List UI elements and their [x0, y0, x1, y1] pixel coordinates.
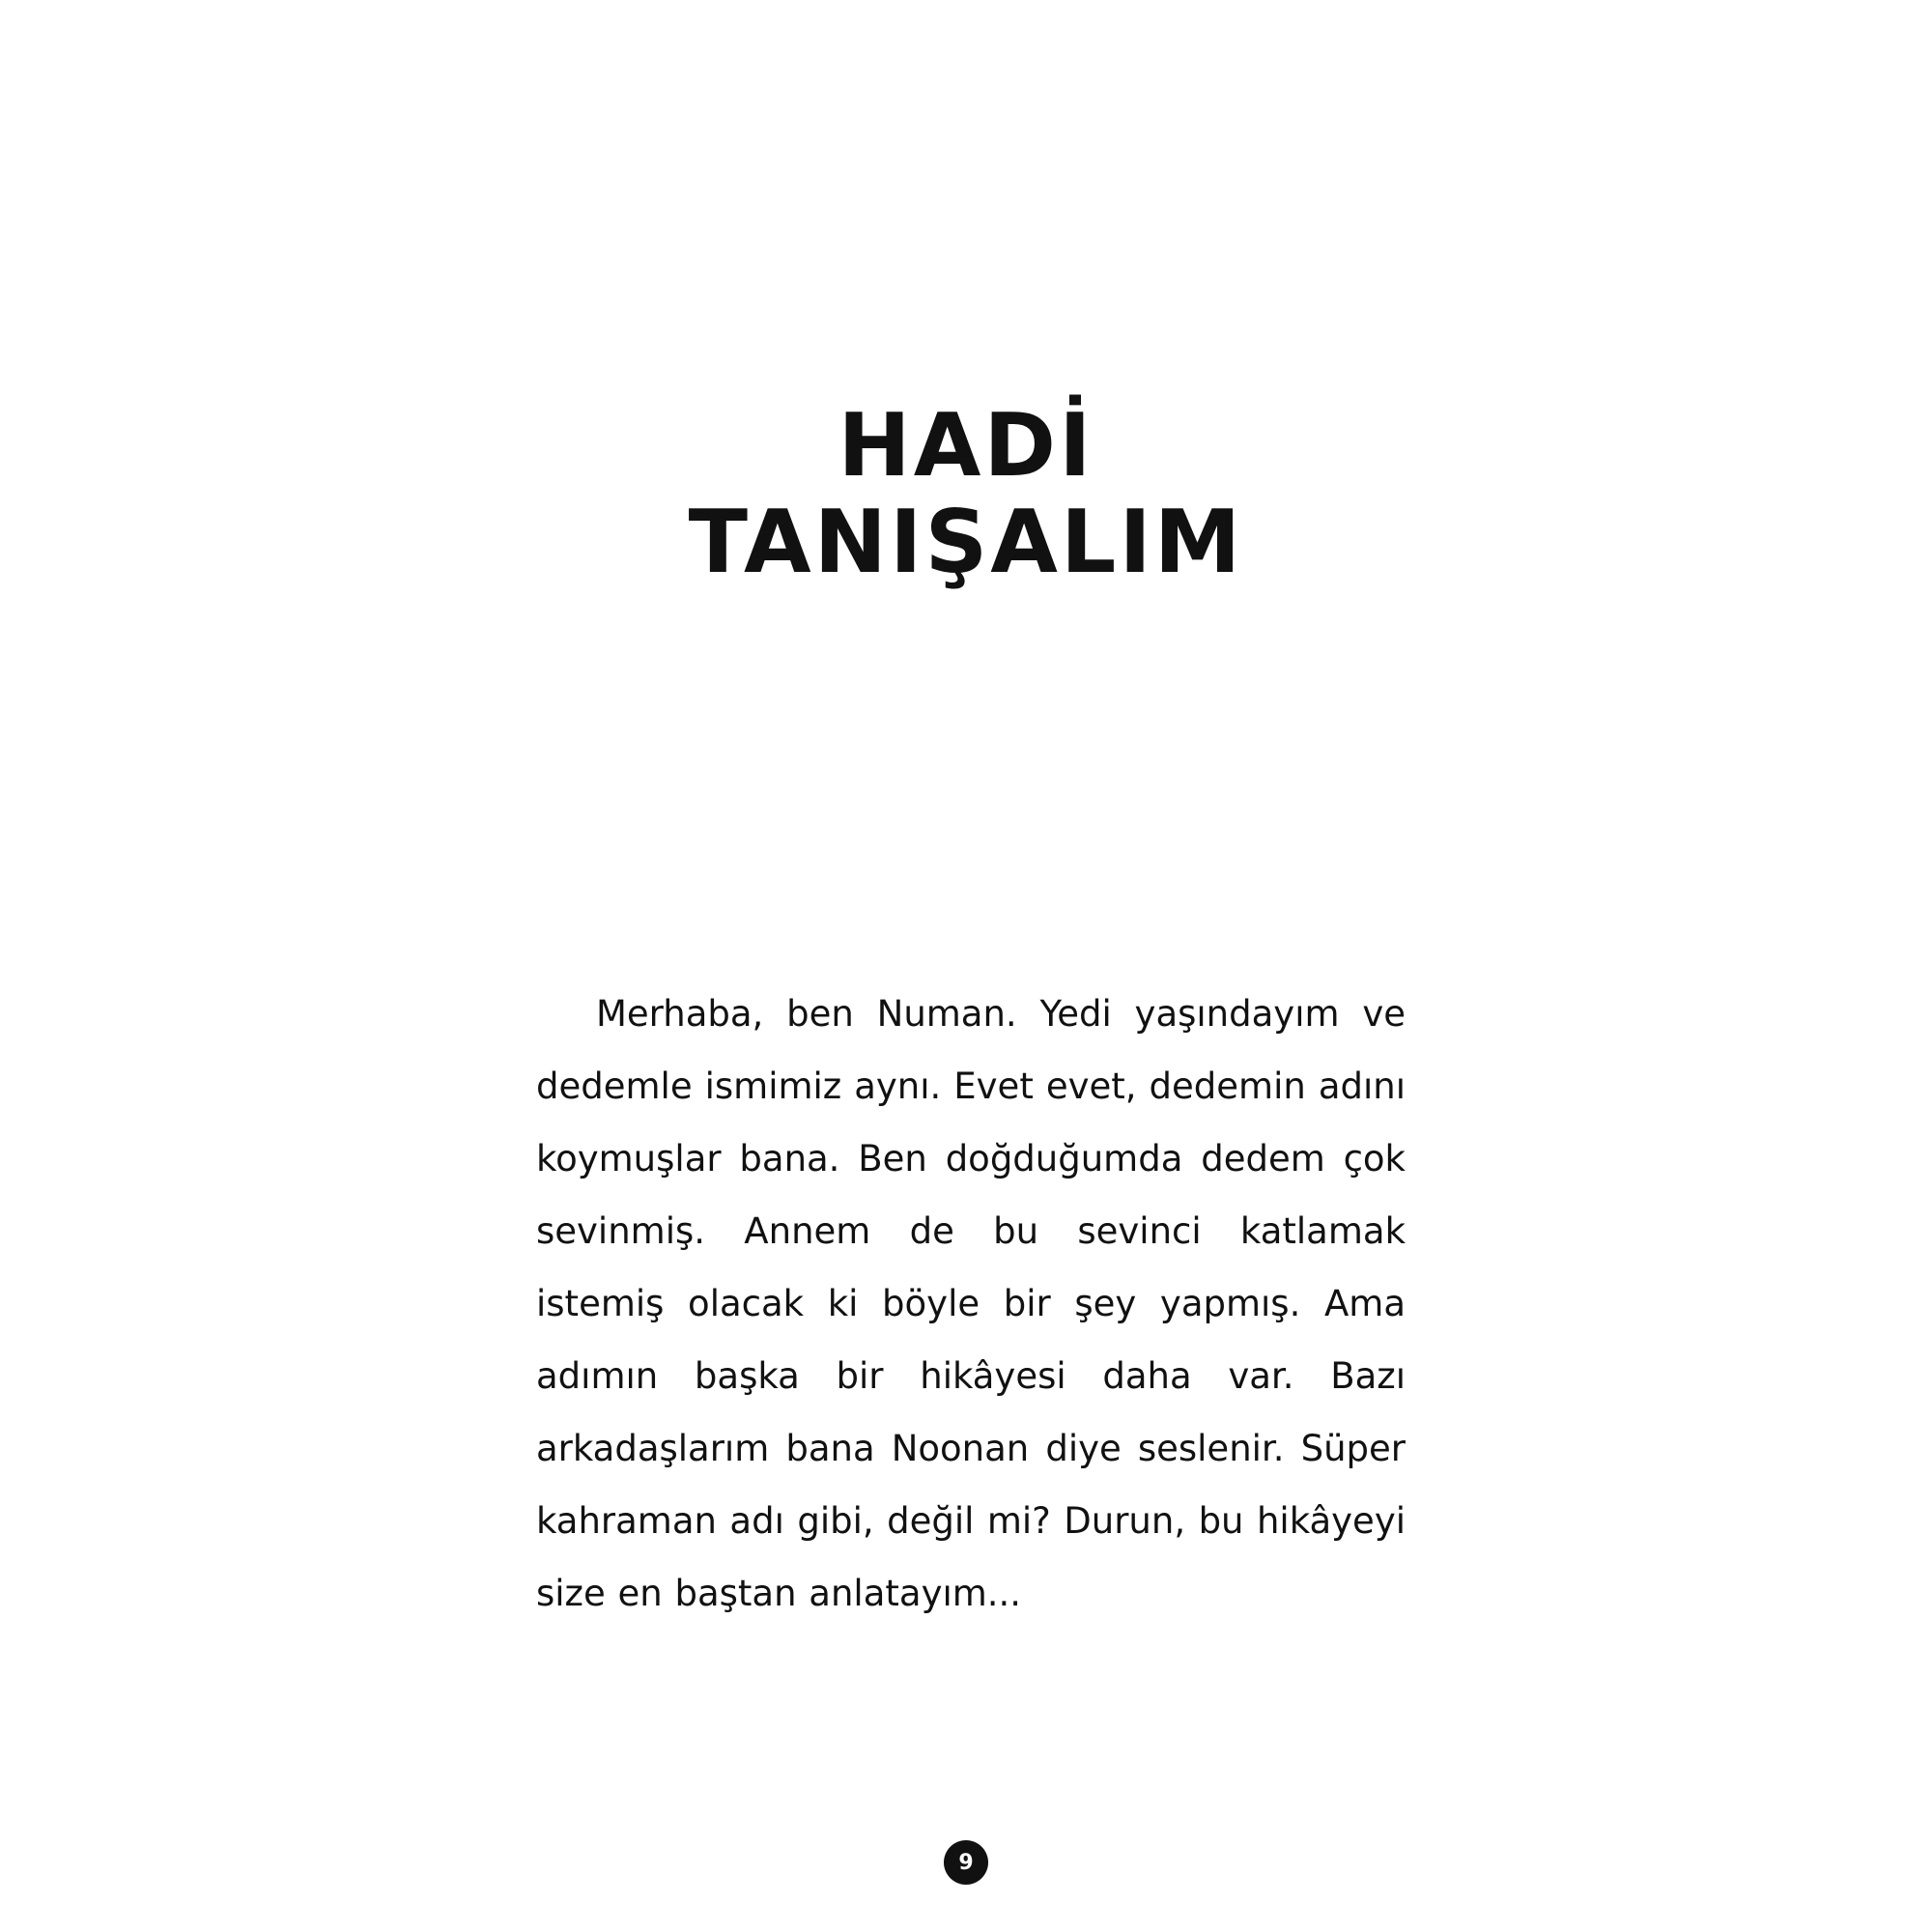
- chapter-title-line-2: TANIŞALIM: [688, 492, 1244, 594]
- chapter-title: [541, 394, 1391, 594]
- page-number-badge: 9: [944, 1840, 988, 1885]
- body-paragraph: Merhaba, ben Numan. Yedi yaşındayım ve dedemle ismimiz aynı. Evet evet, dedemin adını koymuşlar bana. Ben doğduğumda dedem çok sevinmiş. Annem de bu sevinci katlamak istemiş olacak ki böyle bir şey yapmış. Ama adımın başka bir hikâyesi daha var. Bazı arkadaşlarım bana Noonan diye seslenir. Süper kahraman adı gibi, değil mi? Durun, bu hikâyeyi size en baştan anlatayım...: [536, 993, 1406, 1614]
- chapter-title-line-1: HADİ: [838, 394, 1094, 497]
